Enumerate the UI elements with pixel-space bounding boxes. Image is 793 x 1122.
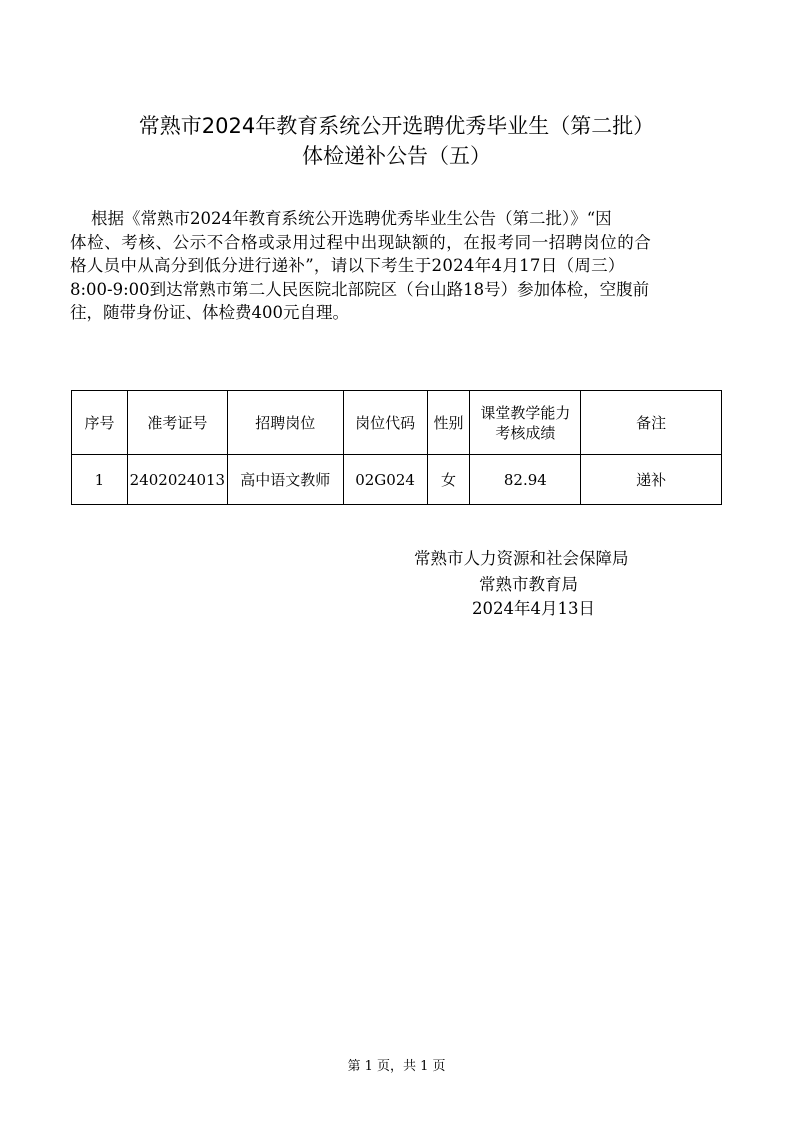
signature-org1: 常熟市人力资源和社会保障局 [414, 549, 629, 568]
paragraph-line: 体检、考核、公示不合格或录用过程中出现缺额的，在报考同一招聘岗位的合 [70, 232, 652, 252]
notice-paragraph [70, 207, 686, 325]
header-remark: 备注 [581, 391, 722, 455]
header-score-line: 考核成绩 [495, 423, 556, 442]
cell-score: 82.94 [470, 455, 581, 505]
paragraph-line: 往，随带身份证、体检费400元自理。 [70, 303, 349, 322]
cell-index: 1 [72, 455, 128, 505]
document-title-line1: 常熟市2024年教育系统公开选聘优秀毕业生（第二批） [138, 114, 655, 138]
header-score-line: 课堂教学能力 [480, 403, 571, 422]
header-gender: 性别 [427, 391, 470, 455]
page-number: 第 1 页，共 1 页 [347, 1059, 446, 1074]
candidate-table [71, 390, 722, 505]
cell-position-code: 02G024 [343, 455, 427, 505]
header-position: 招聘岗位 [227, 391, 343, 455]
signature-org2: 常熟市教育局 [479, 575, 578, 594]
cell-remark: 递补 [581, 455, 722, 505]
table-header-row [72, 391, 722, 455]
header-index: 序号 [72, 391, 128, 455]
document-title-line2: 体检递补公告（五） [302, 144, 491, 168]
cell-gender: 女 [427, 455, 470, 505]
header-score [470, 391, 581, 455]
cell-position: 高中语文教师 [227, 455, 343, 505]
header-position-code: 岗位代码 [343, 391, 427, 455]
cell-exam-number: 2402024013 [127, 455, 227, 505]
paragraph-line: 8:00-9:00到达常熟市第二人民医院北部院区（台山路18号）参加体检，空腹前 [70, 279, 650, 299]
signature-date: 2024年4月13日 [472, 599, 595, 618]
paragraph-line: 根据《常熟市2024年教育系统公开选聘优秀毕业生公告（第二批）》“因 [70, 209, 612, 228]
table-row [72, 455, 722, 505]
paragraph-line: 格人员中从高分到低分进行递补”，请以下考生于2024年4月17日（周三） [70, 256, 625, 275]
header-exam-number: 准考证号 [127, 391, 227, 455]
